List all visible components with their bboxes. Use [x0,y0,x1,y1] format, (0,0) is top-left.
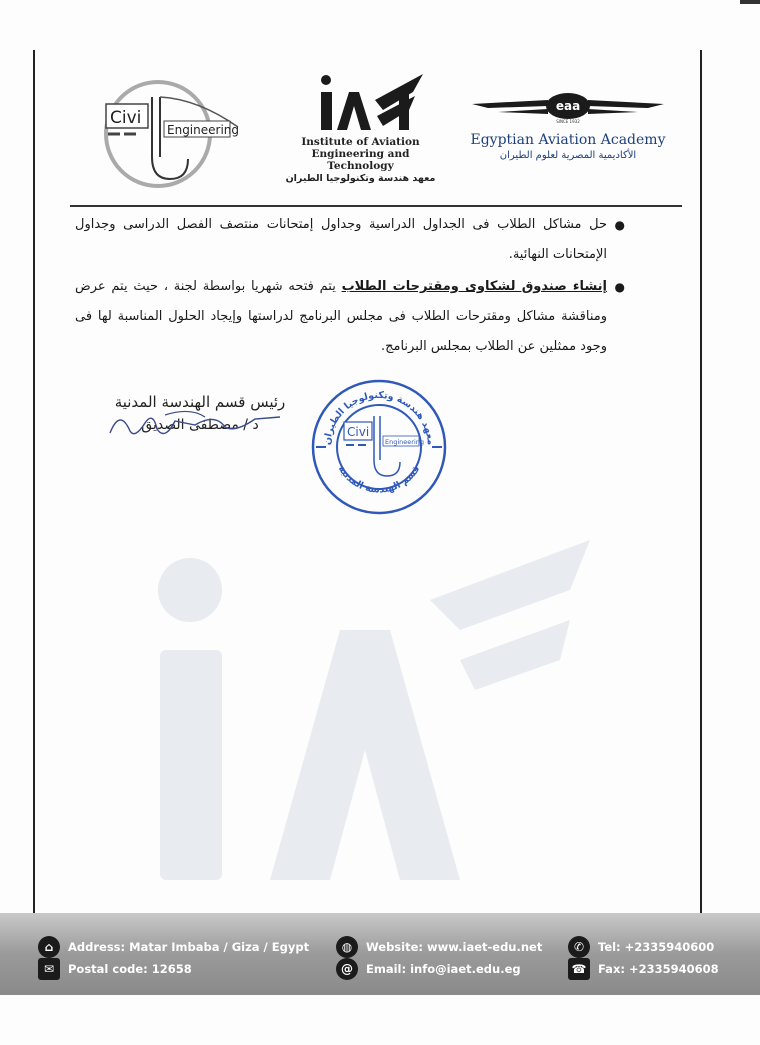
handwritten-signature [105,403,295,443]
iaet-watermark [130,520,600,900]
eaa-since-text: SINCE 1932 [556,119,580,124]
location-pin-icon: ⌂ [38,936,60,958]
footer-tel [568,936,760,958]
bullet-icon: ● [614,280,625,294]
eaa-logo [468,92,668,172]
stamp-inner-word2: Engineering [385,438,424,446]
civil-logo-word1: Civi [110,108,142,128]
footer-fax-text: Fax: +2335940608 [598,962,719,976]
list-item [75,272,625,362]
stamp-inner-word1: Civi [347,425,370,439]
eaa-wings-mark [468,92,668,126]
civil-engineering-logo [98,77,243,192]
footer-website [336,936,542,958]
iaet-logo [278,70,443,192]
eaa-ar-name: الأكاديمية المصرية لعلوم الطيران [499,150,637,161]
footer-email [336,958,521,980]
footer-address [38,936,309,958]
fax-icon: ☎ [568,958,590,980]
envelope-icon: ✉ [38,958,60,980]
footer-postal-text: Postal code: 12658 [68,962,192,976]
footer-address-text: Address: Matar Imbaba / Giza / Egypt [68,940,310,954]
iaet-en-line1: Institute of Aviation [301,136,420,148]
left-border-line [33,50,35,995]
stamp-top-text: معهد هندسة وتكنولوجيا الطيران [321,389,437,446]
item-text: يتم فتحه شهريا بواسطة لجنة ، حيث يتم عرض ومناقشة مشاكل ومقترحات الطلاب فى مجلس البرنامج لدراستها وإيجاد الحلول المناسبة لها فى وجود ممثلين عن الطلاب بمجلس البرنامج. [75,279,607,354]
phone-icon: ✆ [568,936,590,958]
signature-name: د / مصطفى الصديق [141,417,259,433]
department-stamp [310,378,448,516]
document-body [75,210,625,362]
footer-email-text[interactable]: Email: info@iaet.edu.eg [366,962,521,976]
svg-text:قسم الهندسة المدنية [336,464,423,496]
footer-tel-text: Tel: +2335940600 [598,940,715,954]
eaa-mark-text: eaa [555,99,581,113]
item-highlight: إنشاء صندوق لشكاوى ومقترحات الطلاب [341,279,608,294]
iaet-en-line2: Engineering and Technology [311,148,410,172]
corner-mark [740,0,760,4]
iaet-ar-line: معهد هندسة وتكنولوجيا الطيران [285,173,436,184]
civil-logo-word2: Engineering [167,123,239,137]
stamp-bottom-text: قسم الهندسة المدنية [335,463,423,496]
footer-fax [568,958,760,980]
right-border-line [700,50,702,995]
footer-website-text[interactable]: Website: www.iaet-edu.net [366,940,543,954]
header-separator [70,205,682,207]
list-item [75,210,625,270]
at-sign-icon: @ [336,958,358,980]
signature-title: رئيس قسم الهندسة المدنية [114,393,286,411]
item-text: حل مشاكل الطلاب فى الجداول الدراسية وجداول إمتحانات منتصف الفصل الدراسى وجداول الإمتحانات النهائية. [75,217,607,262]
signature-block [105,393,295,433]
footer-postal [38,958,192,980]
eaa-en-name: Egyptian Aviation Academy [470,132,666,148]
bullet-icon: ● [614,218,625,232]
globe-icon: ◍ [336,936,358,958]
iaet-mark [291,70,431,132]
